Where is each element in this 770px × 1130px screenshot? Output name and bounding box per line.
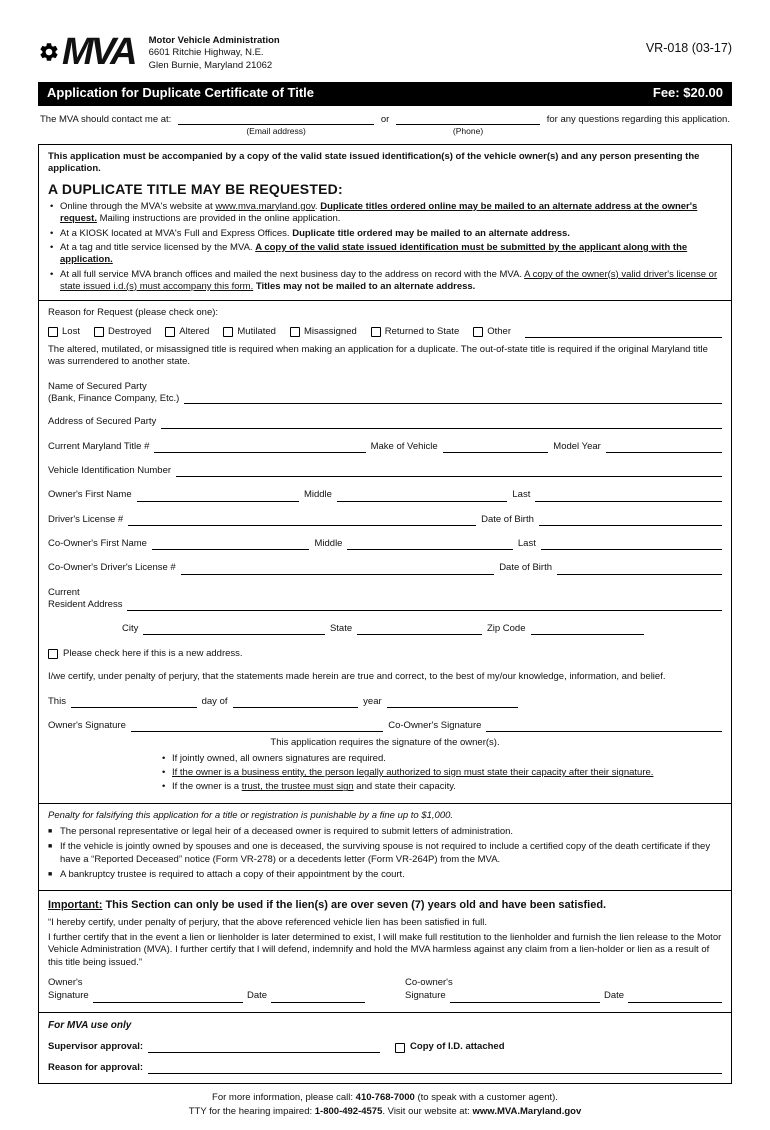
owner-signature-label: Owner's Signature xyxy=(48,719,126,731)
signature-requirement-line: This application requires the signature of the owner(s). xyxy=(270,737,500,749)
md-title-input[interactable] xyxy=(154,441,365,453)
reason-option-label: Misassigned xyxy=(303,325,357,337)
co-owner-dob-input[interactable] xyxy=(557,563,722,575)
co-owner-last-input[interactable] xyxy=(541,538,722,550)
penalty-notice: Penalty for falsifying this application for a title or registration is punishable by a fine up to $1,000. xyxy=(48,809,454,821)
contact-prefix: The MVA should contact me at: xyxy=(40,113,172,125)
reason-option-mutilated xyxy=(223,326,276,338)
reason-option-other xyxy=(473,326,511,338)
year-label: year xyxy=(363,695,382,707)
lien-co-owner-date-input[interactable] xyxy=(628,991,722,1003)
phone-number: 410-768-7000 xyxy=(355,1092,415,1104)
model-year-input[interactable] xyxy=(606,441,722,453)
co-owner-dl-input[interactable] xyxy=(181,563,494,575)
form-body-box xyxy=(38,144,732,1084)
email-caption: (Email address) xyxy=(246,125,306,136)
co-owner-first-input[interactable] xyxy=(152,538,310,550)
important-label: Important: xyxy=(48,899,103,912)
co-owner-middle-input[interactable] xyxy=(347,538,512,550)
city-input[interactable] xyxy=(143,623,325,635)
owner-first-label: Owner's First Name xyxy=(48,489,132,501)
contact-or: or xyxy=(380,113,390,125)
checkbox-mutilated[interactable] xyxy=(223,327,233,337)
resident-address-label: Current Resident Address xyxy=(48,586,123,610)
lien-owner-date-label: Date xyxy=(246,990,268,1002)
signature-notes-list xyxy=(160,753,722,794)
secured-party-name-input[interactable] xyxy=(184,392,722,404)
reason-note: The altered, mutilated, or misassigned title is required when making an application for a duplicate. The out-of-state title is required if the original Maryland title was surrendered to another state. xyxy=(48,343,708,368)
this-label: This xyxy=(48,695,66,707)
reason-option-altered xyxy=(165,326,209,338)
zip-input[interactable] xyxy=(531,623,644,635)
fee-label: Fee: $20.00 xyxy=(652,85,723,101)
field-owner-name xyxy=(48,489,722,501)
agency-block xyxy=(149,34,280,72)
signature-note-trust: • If the owner is a trust, the trustee must sign and state their capacity. xyxy=(160,781,722,793)
gear-icon xyxy=(38,41,60,63)
request-method-branch: • At all full service MVA branch offices and mailed the next business day to the address on record with the MVA. A copy of the owner(s) valid driver's license or state issued i.d.(s) must accompany this form. Titles may not be mailed to an alternate address. xyxy=(48,269,722,294)
secured-party-address-input[interactable] xyxy=(161,417,722,429)
reason-option-returned xyxy=(371,326,459,338)
contact-row xyxy=(38,114,732,137)
agency-name: Motor Vehicle Administration xyxy=(148,35,280,46)
lien-owner-label: Owner's xyxy=(48,977,83,989)
lien-co-owner-signature-input[interactable] xyxy=(450,991,600,1003)
lien-owner-date-input[interactable] xyxy=(271,991,365,1003)
checkbox-altered[interactable] xyxy=(165,327,175,337)
mva-use-heading: For MVA use only xyxy=(48,1019,132,1031)
zip-label: Zip Code xyxy=(486,622,526,634)
reason-options-row xyxy=(48,326,722,338)
make-input[interactable] xyxy=(443,441,549,453)
lien-owner-signature-col xyxy=(48,977,365,1003)
owner-dob-label: Date of Birth xyxy=(481,513,534,525)
secured-party-address-label: Address of Secured Party xyxy=(48,416,157,428)
new-address-row xyxy=(48,648,722,660)
divider xyxy=(39,300,731,301)
supervisor-approval-row xyxy=(48,1041,722,1053)
supervisor-approval-input[interactable] xyxy=(148,1041,380,1053)
signature-note-joint: • If jointly owned, all owners signatures are required. xyxy=(160,753,722,765)
request-heading: A DUPLICATE TITLE MAY BE REQUESTED: xyxy=(48,180,343,197)
state-label: State xyxy=(329,622,353,634)
lien-certify-1: “I hereby certify, under penalty of perjury, that the above referenced vehicle lien has been satisfied in full. xyxy=(48,916,488,928)
owner-middle-label: Middle xyxy=(303,489,332,501)
agency-address2: Glen Burnie, Maryland 21062 xyxy=(148,59,273,71)
owner-last-input[interactable] xyxy=(535,490,722,502)
reason-approval-label: Reason for approval: xyxy=(48,1062,144,1074)
secured-party-name-label: Name of Secured Party (Bank, Finance Company, Etc.) xyxy=(48,380,180,404)
field-city-state-zip xyxy=(122,623,644,635)
vin-input[interactable] xyxy=(176,465,722,477)
reason-option-label: Mutilated xyxy=(237,325,276,337)
agency-address1: 6601 Ritchie Highway, N.E. xyxy=(148,47,264,59)
phone-input-line[interactable] xyxy=(396,114,539,125)
state-input[interactable] xyxy=(357,623,482,635)
signature-note-business: • If the owner is a business entity, the person legally authorized to sign must state their capacity after their signature. xyxy=(160,767,722,779)
co-owner-middle-label: Middle xyxy=(314,538,343,550)
field-secured-party-name xyxy=(48,381,722,405)
footer-line-1: For more information, please call: 410-768-7000 (to speak with a customer agent). xyxy=(212,1092,558,1104)
co-owner-signature-input[interactable] xyxy=(486,720,722,732)
phone-blank-group xyxy=(394,114,541,137)
footer-website: www.MVA.Maryland.gov xyxy=(472,1105,582,1117)
email-blank-group xyxy=(176,114,376,137)
field-co-owner-license xyxy=(48,562,722,574)
supervisor-approval-label: Supervisor approval: xyxy=(48,1040,144,1052)
co-owner-dl-label: Co-Owner's Driver's License # xyxy=(48,562,176,574)
reason-label: Reason for Request (please check one): xyxy=(48,307,219,319)
copy-id-label: Copy of I.D. attached xyxy=(410,1040,505,1052)
reason-option-label: Returned to State xyxy=(384,325,460,337)
year-input[interactable] xyxy=(387,696,518,708)
field-secured-party-address xyxy=(48,416,722,428)
new-address-label: Please check here if this is a new address. xyxy=(63,647,243,659)
owner-first-input[interactable] xyxy=(137,490,299,502)
lien-owner-signature-input[interactable] xyxy=(93,991,243,1003)
form-number: VR-018 (03-17) xyxy=(645,41,732,55)
footer xyxy=(38,1091,732,1118)
section-lien xyxy=(39,890,731,1011)
field-vin xyxy=(48,465,722,477)
reason-option-destroyed xyxy=(94,326,151,338)
email-input-line[interactable] xyxy=(178,114,374,125)
md-title-label: Current Maryland Title # xyxy=(48,440,150,452)
field-co-owner-name xyxy=(48,538,722,550)
penalty-note-spouse: ■ If the vehicle is jointly owned by spouses and one is deceased, the surviving spouse is not required to include a certified copy of the death certificate if they have a “Reported Deceased” notice (Form VR-278) or a decedents letter (Form VR-264P) from the MVA. xyxy=(48,841,722,866)
lien-co-owner-signature-col xyxy=(405,977,722,1003)
section-mva-use xyxy=(39,1012,731,1084)
checkbox-other[interactable] xyxy=(473,327,483,337)
header xyxy=(38,31,732,73)
contact-suffix: for any questions regarding this application. xyxy=(546,113,730,125)
owner-last-label: Last xyxy=(512,489,531,501)
checkbox-new-address[interactable] xyxy=(48,649,58,659)
request-method-tag-title: • At a tag and title service licensed by the MVA. A copy of the valid state issued identification must be submitted by the applicant along with the application. xyxy=(48,242,722,267)
owner-dl-label: Driver's License # xyxy=(48,513,124,525)
section-penalty xyxy=(39,803,731,891)
checkbox-misassigned[interactable] xyxy=(290,327,300,337)
lien-co-owner-signature-label: Signature xyxy=(405,990,446,1002)
reason-approval-row xyxy=(48,1062,722,1074)
lien-co-owner-label: Co-owner's xyxy=(405,977,453,989)
owner-middle-input[interactable] xyxy=(337,490,507,502)
lien-certify-2: I further certify that in the event a lien or lienholder is later determined to exist, I will make full restitution to the lienholder and furnish the lien release to the Motor Vehicle Administration (MVA). I further certify that I will defend, indemnify and hold the MVA harmless against any claim from a lien-holder or lien as a result of this title being issued.” xyxy=(48,931,722,968)
city-label: City xyxy=(122,622,139,634)
lien-heading: Important: This Section can only be used if the lien(s) are over seven (7) years old and have been satisfied. xyxy=(48,899,607,912)
section-application xyxy=(39,145,731,803)
reason-option-label: Lost xyxy=(62,325,80,337)
tty-number: 1-800-492-4575 xyxy=(314,1105,383,1117)
model-year-label: Model Year xyxy=(553,440,601,452)
reason-approval-input[interactable] xyxy=(148,1062,722,1074)
phone-caption: (Phone) xyxy=(452,125,484,136)
co-owner-first-label: Co-Owner's First Name xyxy=(48,538,147,550)
reason-option-label: Altered xyxy=(179,325,210,337)
request-method-online: • Online through the MVA's website at www.mva.maryland.gov. Duplicate titles ordered online may be mailed to an alternate address at the owner's request. Mailing instructions are provided in the online application. xyxy=(48,201,722,226)
mva-website-link: www.mva.maryland.gov xyxy=(215,200,315,212)
lien-signature-block xyxy=(48,977,722,1003)
reason-option-lost xyxy=(48,326,80,338)
penalty-note-representative: ■ The personal representative or legal heir of a deceased owner is required to submit letters of administration. xyxy=(48,826,722,838)
lien-owner-signature-label: Signature xyxy=(48,990,89,1002)
logo-text: MVA xyxy=(62,31,135,73)
field-owner-license xyxy=(48,514,722,526)
reason-option-label: Destroyed xyxy=(107,325,152,337)
co-owner-last-label: Last xyxy=(517,538,536,550)
mva-logo xyxy=(38,31,141,73)
field-resident-address xyxy=(48,587,722,611)
field-date-executed xyxy=(48,696,518,708)
checkbox-destroyed[interactable] xyxy=(94,327,104,337)
lien-co-owner-date-label: Date xyxy=(603,990,625,1002)
penalty-note-trustee: ■ A bankruptcy trustee is required to attach a copy of their appointment by the court. xyxy=(48,869,722,881)
owner-dob-input[interactable] xyxy=(539,514,722,526)
vin-label: Vehicle Identification Number xyxy=(48,465,172,477)
resident-address-input[interactable] xyxy=(127,599,722,611)
form-title: Application for Duplicate Certificate of Title xyxy=(47,85,315,101)
owner-dl-input[interactable] xyxy=(128,514,476,526)
checkbox-copy-id-attached[interactable] xyxy=(395,1043,405,1053)
make-label: Make of Vehicle xyxy=(370,440,438,452)
certify-statement: I/we certify, under penalty of perjury, that the statements made herein are true and correct, to the best of my/our knowledge, information, and belief. xyxy=(48,671,666,683)
title-bar xyxy=(38,82,732,106)
reason-other-input[interactable] xyxy=(525,326,722,338)
field-signatures xyxy=(48,720,722,732)
checkbox-returned-to-state[interactable] xyxy=(371,327,381,337)
owner-signature-input[interactable] xyxy=(131,720,383,732)
checkbox-lost[interactable] xyxy=(48,327,58,337)
day-of-label: day of xyxy=(201,695,228,707)
reason-option-misassigned xyxy=(290,326,357,338)
co-owner-dob-label: Date of Birth xyxy=(499,562,552,574)
field-title-make-year xyxy=(48,441,722,453)
accompany-notice: This application must be accompanied by a copy of the valid state issued identification(s) of the vehicle owner(s) and any person presenting the application. xyxy=(48,150,700,175)
co-owner-signature-label: Co-Owner's Signature xyxy=(388,719,482,731)
footer-line-2: TTY for the hearing impaired: 1-800-492-4575. Visit our website at: www.MVA.Maryland.gov xyxy=(188,1105,582,1117)
request-methods-list xyxy=(48,201,722,293)
penalty-notes-list xyxy=(48,826,722,881)
day-input[interactable] xyxy=(71,696,197,708)
request-method-kiosk: • At a KIOSK located at MVA's Full and Express Offices. Duplicate title ordered may be mailed to an alternate address. xyxy=(48,228,722,240)
month-input[interactable] xyxy=(233,696,359,708)
reason-option-label: Other xyxy=(487,325,511,337)
